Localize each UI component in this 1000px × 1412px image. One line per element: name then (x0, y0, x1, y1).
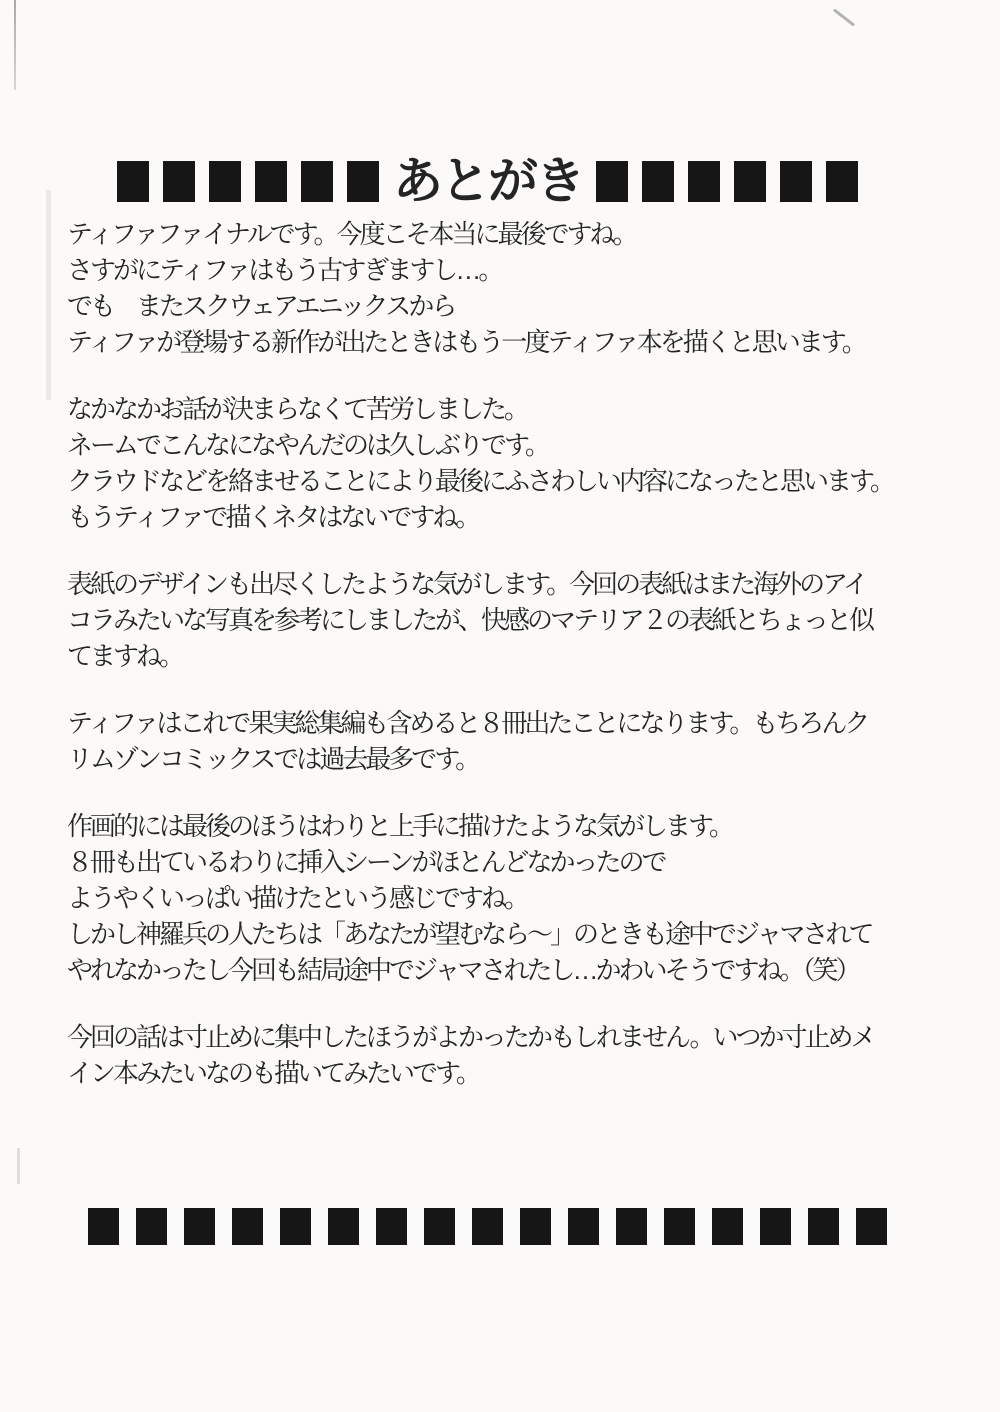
paragraph (67, 391, 967, 535)
black-square (163, 161, 195, 202)
text-line: 表紙のデザインも出尽くしたような気がします。今回の表紙はまた海外のアイ (67, 569, 866, 599)
scan-edge-line (14, 0, 16, 90)
black-square (568, 1208, 599, 1245)
black-square (136, 1208, 167, 1245)
title-squares-right (596, 161, 858, 202)
paragraph (67, 705, 967, 777)
black-square (688, 161, 720, 202)
black-square (616, 1208, 647, 1245)
black-square (472, 1208, 503, 1245)
black-square (780, 161, 812, 202)
text-line: コラみたいな写真を参考にしましたが、快感のマテリア２の表紙とちょっと似 (67, 605, 873, 635)
black-square (760, 1208, 791, 1245)
black-square (734, 161, 766, 202)
black-square (520, 1208, 551, 1245)
text-line: イン本みたいなのも描いてみたいです。 (67, 1058, 479, 1088)
black-square (808, 1208, 839, 1245)
text-line: ティファファイナルです。今度こそ本当に最後ですね。 (67, 219, 636, 249)
black-square (826, 161, 858, 202)
scan-streak-lower (17, 1148, 20, 1184)
black-square (376, 1208, 407, 1245)
paragraph (67, 566, 967, 674)
text-line: しかし神羅兵の人たちは「あなたが望むなら～」のときも途中でジャマされて (67, 919, 872, 949)
text-line: ティファはこれで果実総集編も含めると８冊出たことになります。もちろんク (67, 708, 868, 738)
text-line: でも またスクウェアエニックスから (67, 291, 455, 321)
text-line: もうティファで描くネタはないですね。 (67, 502, 479, 532)
text-line: さすがにティファはもう古すぎますし…。 (67, 255, 502, 285)
text-line: 作画的には最後のほうはわりと上手に描けたような気がします。 (67, 811, 732, 841)
page-title: あとがき (393, 153, 583, 209)
text-line: やれなかったし今回も結局途中でジャマされたし…かわいそうですね。（笑） (67, 955, 859, 985)
black-square (328, 1208, 359, 1245)
text-line: ８冊も出ているわりに挿入シーンがほとんどなかったので (67, 847, 665, 877)
paragraph (67, 216, 967, 360)
text-line: 今回の話は寸止めに集中したほうがよかったかもしれません。いつか寸止めメ (67, 1022, 874, 1052)
black-square (88, 1208, 119, 1245)
black-square (301, 161, 333, 202)
text-line: ようやくいっぱい描けたという感じですね。 (67, 883, 528, 913)
black-square (712, 1208, 743, 1245)
scan-scratch (833, 8, 855, 26)
black-square (664, 1208, 695, 1245)
paragraph (67, 808, 967, 988)
text-line: リムゾンコミックスでは過去最多です。 (67, 744, 479, 774)
black-square (232, 1208, 263, 1245)
paragraph (67, 1019, 967, 1091)
text-line: ネームでこんなになやんだのは久しぶりです。 (67, 430, 548, 460)
black-square (117, 161, 149, 202)
title-row (117, 153, 858, 209)
black-square (347, 161, 379, 202)
footer-squares-row (88, 1208, 887, 1245)
black-square (642, 161, 674, 202)
text-line: クラウドなどを絡ませることにより最後にふさわしい内容になったと思います。 (67, 466, 893, 496)
black-square (424, 1208, 455, 1245)
scan-streak (46, 190, 51, 400)
black-square (856, 1208, 887, 1245)
text-line: ティファが登場する新作が出たときはもう一度ティファ本を描くと思います。 (67, 327, 865, 357)
black-square (280, 1208, 311, 1245)
title-squares-left (117, 161, 379, 202)
afterword-body (67, 216, 967, 1122)
black-square (184, 1208, 215, 1245)
black-square (255, 161, 287, 202)
black-square (596, 161, 628, 202)
text-line: なかなかお話が決まらなくて苦労しました。 (67, 394, 528, 424)
black-square (209, 161, 241, 202)
text-line: てますね。 (67, 641, 183, 671)
